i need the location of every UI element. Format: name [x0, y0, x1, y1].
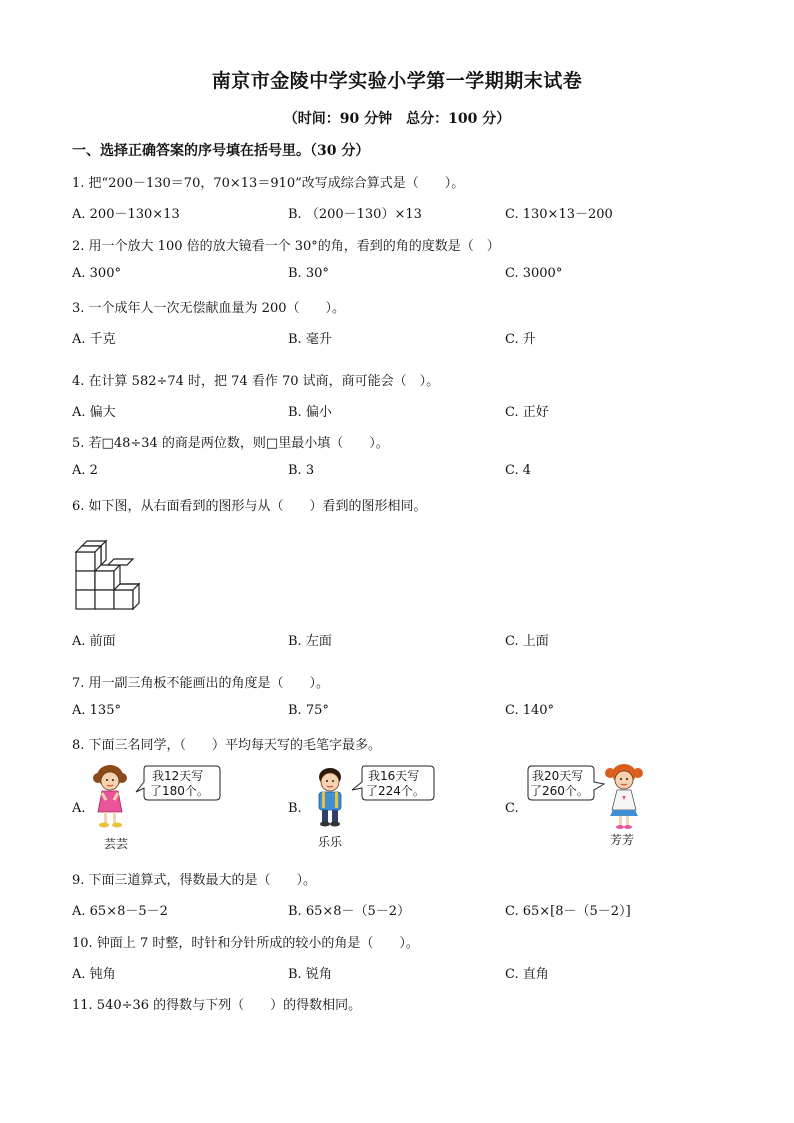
question-1: 1. 把“200－130＝70，70×13＝910”改写成综合算式是（ ）。: [72, 176, 465, 191]
lele-name: 乐乐: [318, 835, 343, 849]
exam-title: 南京市金陵中学实验小学第一学期期末试卷: [211, 70, 583, 92]
q6-option-c: C. 上面: [505, 634, 549, 649]
q2-option-b: B. 30°: [288, 266, 329, 281]
question-6: 6. 如下图，从右面看到的图形与从（ ）看到的图形相同。: [72, 499, 427, 514]
q8-option-b: B.: [288, 801, 302, 816]
question-9: 9. 下面三道算式，得数最大的是（ ）。: [72, 873, 317, 888]
yunyun-speech-line-1: 我12天写: [152, 769, 204, 783]
cube-stack-figure: [72, 538, 146, 612]
girl-fangfang-illustration: [524, 760, 664, 854]
q1-option-b: B. （200－130）×13: [288, 207, 422, 222]
yunyun-speech-line-2: 了180个。: [150, 784, 209, 798]
lele-speech-line-2: 了224个。: [366, 784, 425, 798]
q1-option-a: A. 200－130×13: [72, 207, 180, 222]
girl-yunyun-illustration: [88, 760, 228, 854]
yunyun-name: 芸芸: [104, 837, 129, 851]
q6-option-b: B. 左面: [288, 634, 332, 649]
q10-option-b: B. 锐角: [288, 967, 332, 982]
q5-option-a: A. 2: [72, 463, 98, 478]
q4-option-a: A. 偏大: [72, 405, 116, 420]
q3-option-a: A. 千克: [72, 332, 116, 347]
q5-option-c: C. 4: [505, 463, 532, 478]
q2-option-c: C. 3000°: [505, 266, 563, 281]
boy-lele-illustration: [308, 760, 448, 854]
lele-speech-line-1: 我16天写: [368, 769, 420, 783]
section-heading: 一、选择正确答案的序号填在括号里。（30 分）: [72, 143, 370, 159]
q10-option-c: C. 直角: [505, 967, 549, 982]
q9-option-b: B. 65×8－（5－2）: [288, 904, 411, 919]
q3-option-c: C. 升: [505, 332, 536, 347]
q5-option-b: B. 3: [288, 463, 315, 478]
q4-option-c: C. 正好: [505, 405, 549, 420]
question-10: 10. 钟面上 7 时整，时针和分针所成的较小的角是（ ）。: [72, 936, 419, 951]
q6-option-a: A. 前面: [72, 634, 116, 649]
q7-option-a: A. 135°: [72, 703, 121, 718]
q9-option-a: A. 65×8－5－2: [72, 904, 168, 919]
q8-option-a: A.: [72, 801, 86, 816]
question-3: 3. 一个成年人一次无偿献血量为 200（ ）。: [72, 301, 345, 316]
question-5: 5. 若□48÷34 的商是两位数，则□里最小填（ ）。: [72, 436, 389, 451]
q8-option-c: C.: [505, 801, 519, 816]
q10-option-a: A. 钝角: [72, 967, 116, 982]
q7-option-b: B. 75°: [288, 703, 329, 718]
fangfang-speech-line-1: 我20天写: [532, 769, 584, 783]
fangfang-speech-line-2: 了260个。: [530, 784, 589, 798]
question-7: 7. 用一副三角板不能画出的角度是（ ）。: [72, 676, 330, 691]
q3-option-b: B. 毫升: [288, 332, 332, 347]
q9-option-c: C. 65×[8－（5－2）]: [505, 904, 631, 919]
question-11: 11. 540÷36 的得数与下列（ ）的得数相同。: [72, 998, 362, 1013]
q4-option-b: B. 偏小: [288, 405, 332, 420]
q2-option-a: A. 300°: [72, 266, 121, 281]
question-4: 4. 在计算 582÷74 时，把 74 看作 70 试商，商可能会（ ）。: [72, 374, 440, 389]
q1-option-c: C. 130×13－200: [505, 207, 613, 222]
fangfang-name: 芳芳: [610, 833, 635, 847]
exam-subtitle: （时间：90 分钟 总分：100 分）: [283, 111, 511, 127]
question-2: 2. 用一个放大 100 倍的放大镜看一个 30°的角，看到的角的度数是（ ）: [72, 239, 500, 254]
q7-option-c: C. 140°: [505, 703, 555, 718]
question-8: 8. 下面三名同学，（ ）平均每天写的毛笔字最多。: [72, 738, 382, 753]
